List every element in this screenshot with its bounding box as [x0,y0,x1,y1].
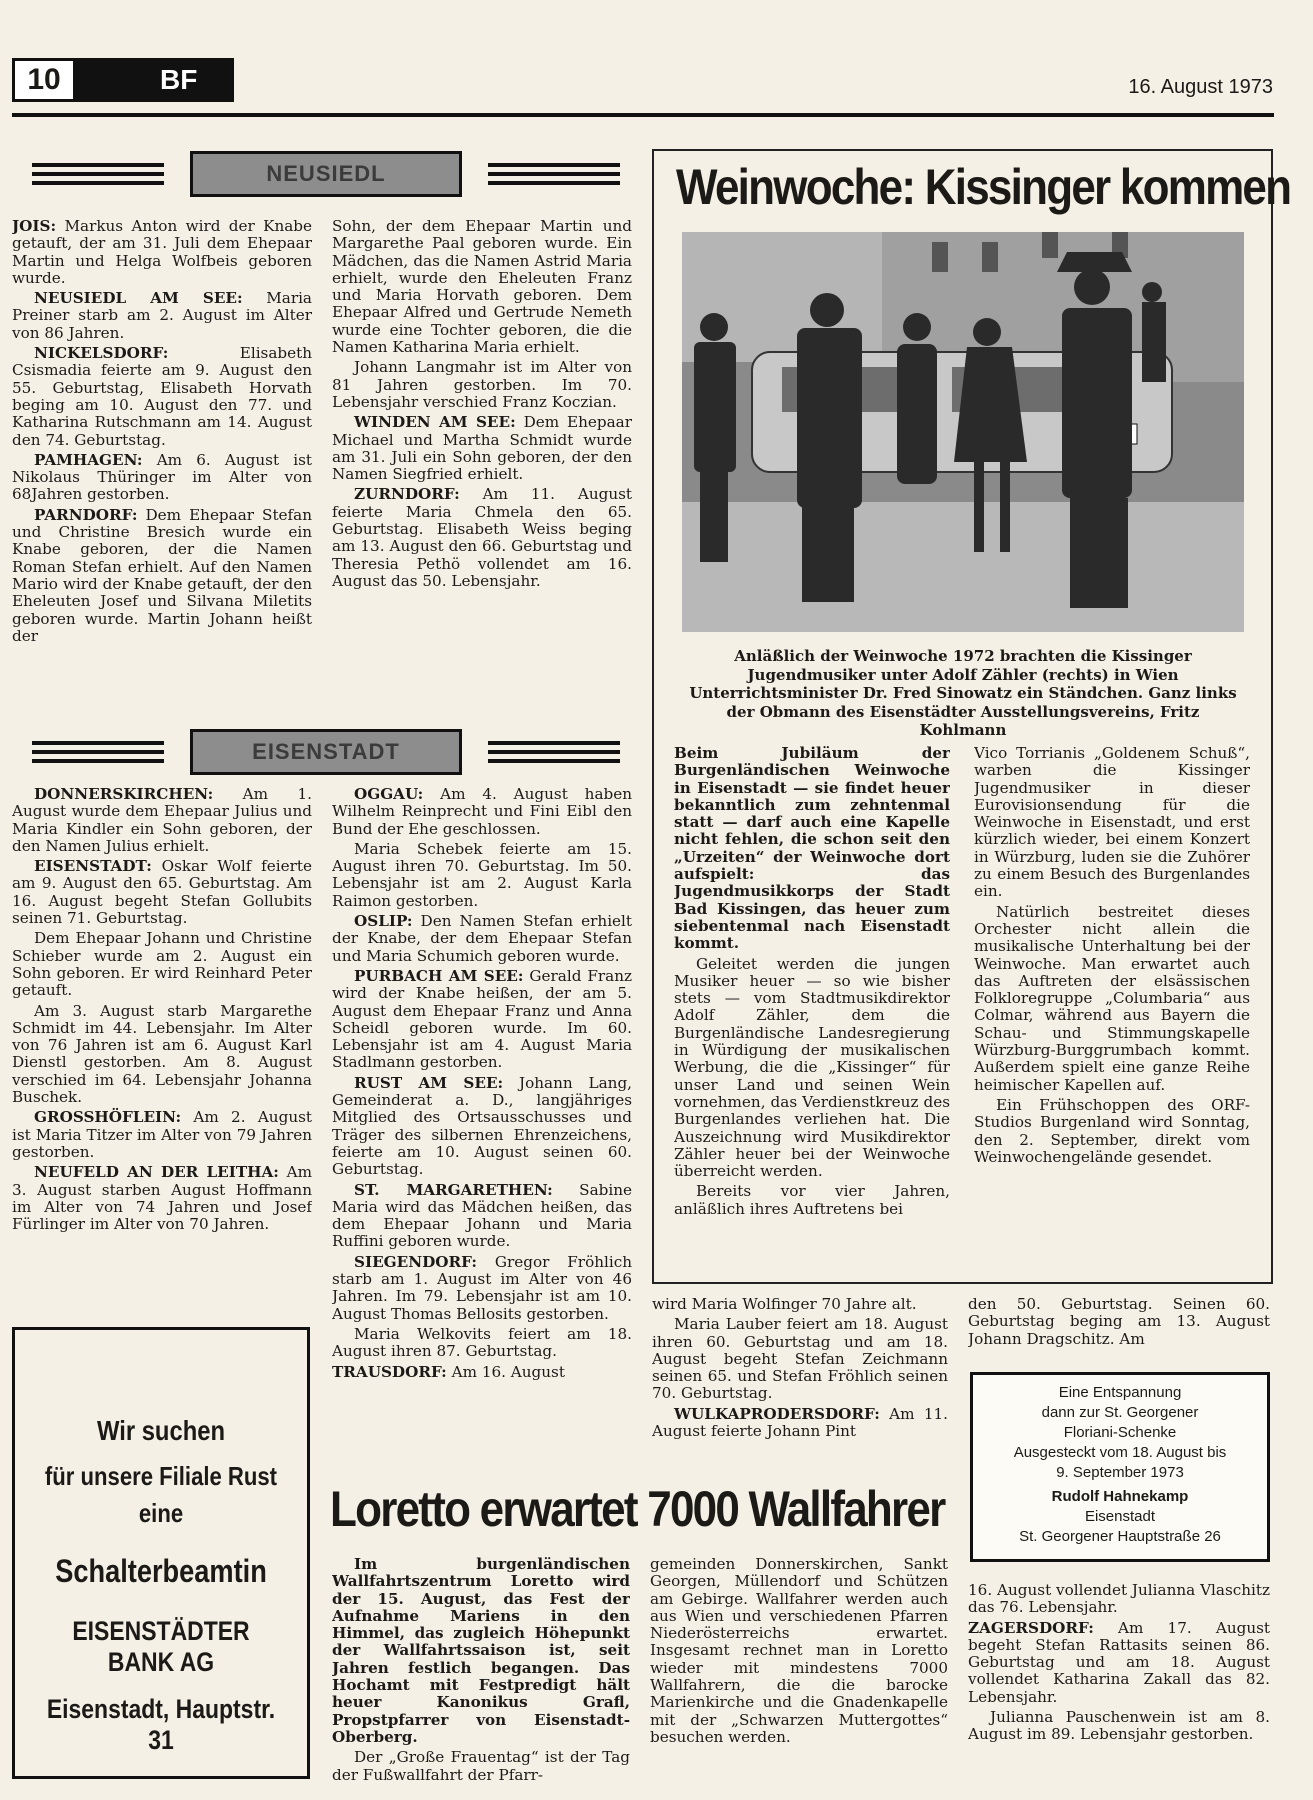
notice-line-8: St. Georgener Hauptstraße 26 [1019,1528,1221,1545]
ad-line-3: eine [138,1498,184,1528]
notice-line-5: 9. September 1973 [1056,1464,1184,1481]
section-neusiedl: NEUSIEDL [190,151,462,197]
loretto-headline: Loretto erwartet 7000 Wallfahrer [330,1481,945,1537]
weinwoche-photo [682,232,1244,632]
ad-line-2: für unsere Filiale Rust [44,1461,278,1491]
ad-line-4: Schalterbeamtin [55,1553,267,1589]
bank-job-advertisement [12,1327,310,1779]
section-code: BF [76,58,234,102]
section-eisenstadt: EISENSTADT [190,729,462,775]
ad-line-6: Eisenstadt, Hauptstr. 31 [46,1694,276,1755]
notice-line-4: Ausgesteckt vom 18. August bis [1013,1444,1227,1461]
section-stripes-left [32,741,164,763]
eisenstadt-column-2: OGGAU: Am 4. August haben Wilhelm Reinprecht und Fini Eibl den Bund der Ehe geschlossen. Maria Schebek feierte am 15. August ihren 70. Geburtstag. Im 50. Lebensjahr ist am 2. August Karla Raimon gestorben. OSLIP: Den Namen Stefan erhielt der Knabe, der dem Ehepaar Stefan und Maria Schumich geboren wurde. PURBACH AM SEE: Gerald Franz wird der Knabe heißen, der am 5. August dem Ehepaar Franz und Anna Scheidl geboren wurde. Im 60. Lebensjahr ist am 4. August Maria Stadlmann gestorben. RUST AM SEE: Johann Lang, Gemeinderat a. D., langjähriges Mitglied des Ortsausschusses und Träger des silbernen Ehrenzeichens, feierte am 10. August seinen 60. Geburtstag. ST. MARGARETHEN: Sabine Maria wird das Mädchen heißen, das dem Ehepaar Johann und Maria Ruffini geboren wurde. SIEGENDORF: Gregor Fröhlich starb am 1. August im Alter von 46 Jahren. Im 79. Lebensjahr ist am 10. August Thomas Bellosits gestorben. Maria Welkovits feiert am 18. August ihren 87. Geburtstag. TRAUSDORF: Am 16. August [332,786,632,1381]
neusiedl-column-1: JOIS: Markus Anton wird der Knabe getauft, der am 31. Juli dem Ehepaar Martin und Helga Wolfbeis geboren wurde. NEUSIEDL AM SEE: Maria Preiner starb am 2. August im Alter von 86 Jahren. NICKELSDORF: Elisabeth Csismadia feierte am 9. August den 55. Geburtstag, Elisabeth Horvath beging am 10. August den 77. und Katharina Rutschmann am 14. August den 74. Geburtstag. PAMHAGEN: Am 6. August ist Nikolaus Thüringer im Alter von 68Jahren gestorben. PARNDORF: Dem Ehepaar Stefan und Christine Bresich wurde ein Knabe geboren, der die Namen Roman Stefan erhielt. Auf den Namen Mario wird der Knabe getauft, der den Eheleuten Josef und Silvana Miletits geboren wurde. Martin Johann heißt der [12,218,312,645]
weinwoche-photo-caption: Anläßlich der Weinwoche 1972 brachten die Kissinger Jugendmusiker unter Adolf Zähler (rechts) in Wien Unterrichtsminister Dr. Fred Sinowatz ein Ständchen. Ganz links der Obmann des Eisenstädter Ausstellungsvereins, Fritz Kohlmann [689,647,1237,739]
header-rule [12,113,1274,117]
issue-date: 16. August 1973 [1128,76,1273,98]
eisenstadt-column-4: den 50. Geburtstag. Seinen 60. Geburtstag beging am 13. August Johann Dragschitz. Am [968,1296,1270,1348]
notice-line-1: Eine Entspannung [1058,1384,1182,1401]
floriani-schenke-notice [970,1372,1270,1562]
notice-line-2: dann zur St. Georgener [1041,1404,1199,1421]
loretto-column-1: Im burgenländischen Wallfahrtszentrum Loretto wird der 15. August, das Fest der Aufnahme Mariens in den Himmel, das zugleich Höhepunkt der Wallfahrtssaison ist, seit Jahren festlich begangen. Das Hochamt mit Festpredigt hält heuer Kanonikus Grafl, Propstpfarrer von Eisenstadt-Oberberg. Der „Große Frauentag“ ist der Tag der Fußwallfahrt der Pfarr- [332,1556,630,1784]
notice-line-7: Eisenstadt [1084,1508,1156,1525]
section-stripes-right [488,741,620,763]
weinwoche-column-1: Beim Jubiläum der Burgenländischen Weinwoche in Eisenstadt — sie findet heuer bekanntlich zum zehntenmal statt — darf auch eine Kapelle nicht fehlen, die schon seit den „Urzeiten“ der Weinwoche dort aufspielt: das Jugendmusikkorps der Stadt Bad Kissingen, das heuer zum siebentenmal nach Eisenstadt kommt. Geleitet werden die jungen Musiker heuer — so wie bisher stets — vom Stadtmusikdirektor Adolf Zähler, dem die Burgenländische Landesregierung in Würdigung der musikalischen Werbung, die die „Kissinger“ für unser Land und seinen Wein vornehmen, das Verdienstkreuz des Burgenlandes verliehen hat. Die Auszeichnung wird Musikdirektor Zähler heuer bei der Weinwoche überreicht werden. Bereits vor vier Jahren, anläßlich ihres Auftretens bei [674,745,950,1218]
page-number: 10 [12,58,76,102]
eisenstadt-column-4b: 16. August vollendet Julianna Vlaschitz das 76. Lebensjahr. ZAGERSDORF: Am 17. August begeht Stefan Rattasits seinen 86. Geburtstag und am 18. August vollendet Katharina Zakall das 82. Lebensjahr. Julianna Pauschenwein ist am 8. August im 89. Lebensjahr gestorben. [968,1582,1270,1744]
weinwoche-headline: Weinwoche: Kissinger kommen [676,159,1291,215]
eisenstadt-column-1: DONNERSKIRCHEN: Am 1. August wurde dem Ehepaar Julius und Maria Kindler ein Sohn geboren, der den Namen Julius erhielt. EISENSTADT: Oskar Wolf feierte am 9. August den 65. Geburtstag. Am 16. August begeht Stefan Gollubits seinen 71. Geburtstag. Dem Ehepaar Johann und Christine Schieber wurde am 2. August ein Sohn geboren. Er wird Reinhard Peter getauft. Am 3. August starb Margarethe Schmidt im 44. Lebensjahr. Im Alter von 76 Jahren ist am 6. August Karl Dienstl gestorben. Am 8. August verschied im 64. Lebensjahr Johanna Buschek. GROSSHÖFLEIN: Am 2. August ist Maria Titzer im Alter von 79 Jahren gestorben. NEUFELD AN DER LEITHA: Am 3. August starben August Hoffmann im Alter von 74 Jahren und Josef Fürlinger im Alter von 70 Jahren. [12,786,312,1234]
section-stripes-right [488,163,620,185]
section-stripes-left [32,163,164,185]
ad-line-5: EISENSTÄDTER BANK AG [72,1616,250,1677]
weinwoche-column-2: Vico Torrianis „Goldenem Schuß“, warben die Kissinger Jugendmusiker in dieser Eurovisionsendung für die Weinwoche in Eisenstadt, und erst kürzlich wieder, bei einem Konzert in Würzburg, luden sie die Zuhörer zu einem Besuch des Burgenlandes ein. Natürlich bestreitet dieses Orchester nicht allein die musikalische Unterhaltung bei der Weinwoche. Man erwartet auch das Auftreten der elsässischen Folkloregruppe „Columbaria“ aus Colmar, während aus Bayern die Schau- und Stimmungskapelle Würzburg-Burggrumbach kommt. Außerdem spielt eine ganze Reihe heimischer Kapellen auf. Ein Frühschoppen des ORF-Studios Burgenland wird Sonntag, den 2. September, direkt vom Weinwochengelände gesendet. [974,745,1250,1166]
ad-line-1: Wir suchen [96,1415,226,1446]
eisenstadt-column-3: wird Maria Wolfinger 70 Jahre alt. Maria Lauber feiert am 18. August ihren 60. Geburtstag und am 18. August begeht Stefan Zeichmann seinen 65. und Stefan Fröhlich seinen 70. Geburtstag. WULKAPRODERSDORF: Am 11. August feierte Johann Pint [652,1296,948,1441]
notice-line-6: Rudolf Hahnekamp [1051,1488,1189,1505]
loretto-column-2: gemeinden Donnerskirchen, Sankt Georgen, Müllendorf und Schützen am Gebirge. Wallfahrer werden auch aus Wien und verschiedenen Pfarren Niederösterreichs erwartet. Insgesamt rechnet man in Loretto wieder mit mindestens 7000 Wallfahrern, die die barocke Marienkirche und die Gnadenkapelle mit der „Schwarzen Muttergottes“ besuchen werden. [650,1556,948,1746]
neusiedl-column-2: Sohn, der dem Ehepaar Martin und Margarethe Paal geboren wurde. Ein Mädchen, das die Namen Astrid Maria erhielt, wurde den Eheleuten Franz und Maria Horvath geboren. Dem Ehepaar Alfred und Gertrude Nemeth wurde eine Tochter geboren, die die Namen Katharina Maria erhielt. Johann Langmahr ist im Alter von 81 Jahren gestorben. Im 70. Lebensjahr verschied Franz Koczian. WINDEN AM SEE: Dem Ehepaar Michael und Martha Schmidt wurde am 31. Juli ein Sohn geboren, der den Namen Siegfried erhielt. ZURNDORF: Am 11. August feierte Maria Chmela den 65. Geburtstag. Elisabeth Weiss beging am 13. August den 66. Geburtstag und Theresia Pethö vollendet am 16. August das 50. Lebensjahr. [332,218,632,590]
notice-line-3: Floriani-Schenke [1063,1424,1177,1441]
